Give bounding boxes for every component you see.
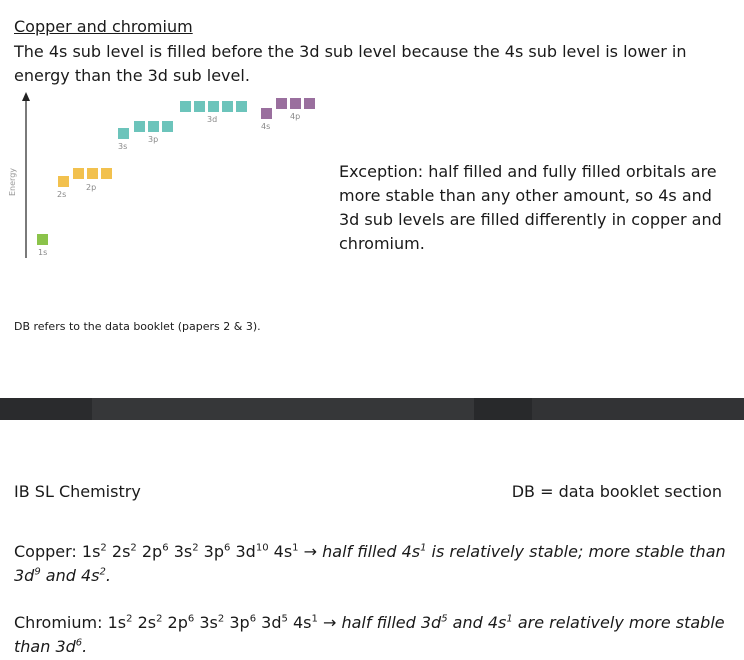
page-divider bbox=[0, 398, 744, 420]
orbital-3p-1 bbox=[134, 121, 145, 132]
orbital-2p-1 bbox=[73, 168, 84, 179]
energy-axis-label: Energy bbox=[8, 167, 17, 196]
orbital-2s bbox=[58, 176, 69, 187]
data-booklet-note: DB refers to the data booklet (papers 2 & 3). bbox=[14, 320, 261, 333]
orbital-3d-3 bbox=[208, 101, 219, 112]
orbital-3p-3 bbox=[162, 121, 173, 132]
orbital-4s bbox=[261, 108, 272, 119]
intro-paragraph: The 4s sub level is filled before the 3d sub level because the 4s sub level is lower in energy than the 3d sub level. bbox=[14, 42, 687, 85]
orbital-4p-2 bbox=[290, 98, 301, 109]
orbital-3d-1 bbox=[180, 101, 191, 112]
label-4p: 4p bbox=[290, 112, 301, 121]
arrow-icon: → bbox=[303, 542, 318, 561]
label-3s: 3s bbox=[118, 142, 128, 151]
course-title: IB SL Chemistry bbox=[14, 482, 141, 501]
db-section-note: DB = data booklet section bbox=[511, 482, 722, 501]
page-title: Copper and chromium bbox=[14, 17, 193, 36]
orbital-4p-3 bbox=[304, 98, 315, 109]
chromium-configuration: Chromium: $1s^2$ $2s^2$ $2p^6$ $3s^2$ $3p^6$ $3d^5$ $4s^1$ → half filled $3d^5$ and $4s^1$ are relatively more stable than $3d^6$. bbox=[14, 613, 725, 656]
label-1s: 1s bbox=[38, 248, 48, 257]
copper-configuration: Copper: $1s^2$ $2s^2$ $2p^6$ $3s^2$ $3p^6$ $3d^{10}$ $4s^1$ → half filled $4s^1$ is relatively stable; more stable than $3d^9$ and $4s^2$. bbox=[14, 542, 726, 585]
exception-paragraph: Exception: half filled and fully filled orbitals are more stable than any other amount, so 4s and 3d sub levels are filled differently in copper and chromium. bbox=[339, 162, 722, 253]
label-3d: 3d bbox=[207, 115, 218, 124]
orbital-3s bbox=[118, 128, 129, 139]
label-3p: 3p bbox=[148, 135, 159, 144]
arrow-icon: → bbox=[322, 613, 337, 632]
orbital-energy-diagram bbox=[0, 88, 330, 263]
orbital-3p-2 bbox=[148, 121, 159, 132]
orbital-3d-4 bbox=[222, 101, 233, 112]
orbital-4p-1 bbox=[276, 98, 287, 109]
label-2p: 2p bbox=[86, 183, 97, 192]
orbital-2p-2 bbox=[87, 168, 98, 179]
label-4s: 4s bbox=[261, 122, 271, 131]
label-2s: 2s bbox=[57, 190, 67, 199]
energy-axis bbox=[0, 88, 330, 263]
orbital-1s bbox=[37, 234, 48, 245]
orbital-2p-3 bbox=[101, 168, 112, 179]
orbital-3d-5 bbox=[236, 101, 247, 112]
orbital-3d-2 bbox=[194, 101, 205, 112]
